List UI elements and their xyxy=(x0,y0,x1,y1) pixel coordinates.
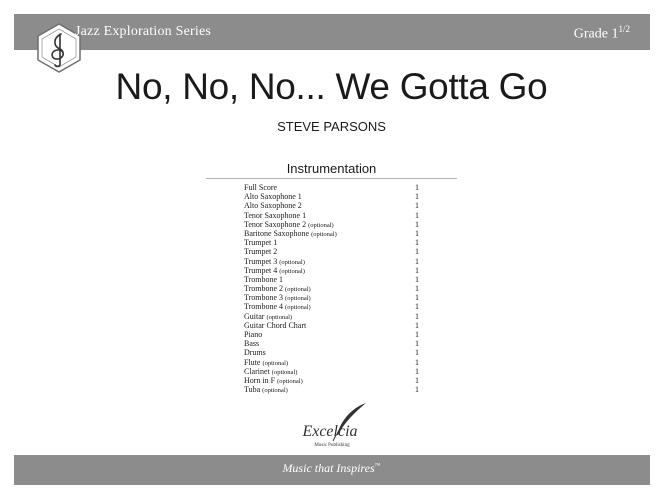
instrument-row xyxy=(244,367,419,376)
instrument-quantity: 1 xyxy=(415,265,419,275)
instrument-label: Trombone 3 xyxy=(244,293,284,303)
instrument-row xyxy=(244,330,419,339)
instrument-quantity: 1 xyxy=(415,247,419,257)
instrument-label: Drums xyxy=(244,348,266,358)
instrument-label: Full Score xyxy=(244,183,278,192)
instrument-name xyxy=(244,238,277,247)
instrument-row xyxy=(244,348,419,357)
instrument-name xyxy=(244,358,288,367)
instrument-label: Baritone Saxophone xyxy=(244,228,310,238)
instrument-label: Trombone 4 xyxy=(244,302,284,312)
instrument-name xyxy=(244,257,305,266)
instrument-label: Trombone 2 xyxy=(244,284,284,294)
instrument-quantity: 1 xyxy=(415,385,419,395)
instrument-row xyxy=(244,247,419,256)
instrument-name xyxy=(244,211,306,220)
instrument-quantity: 1 xyxy=(415,375,419,385)
instrumentation-divider xyxy=(206,178,457,179)
instrument-label: Bass xyxy=(244,339,260,349)
tagline-text: Music that Inspires xyxy=(282,461,375,475)
instrument-name xyxy=(244,275,283,284)
instrument-row xyxy=(244,385,419,394)
instrument-label: Clarinet xyxy=(244,366,270,376)
instrument-name xyxy=(244,385,288,394)
grade-label xyxy=(574,24,630,43)
instrument-row xyxy=(244,339,419,348)
instrumentation-list xyxy=(244,183,419,394)
footer-tagline xyxy=(0,461,663,476)
instrument-name xyxy=(244,367,297,376)
instrument-name xyxy=(244,339,259,348)
instrument-row xyxy=(244,220,419,229)
publisher-subtitle: Music Publishing xyxy=(314,443,350,448)
instrument-label: Trombone 1 xyxy=(244,274,284,284)
instrument-quantity: 1 xyxy=(415,192,419,202)
instrument-name xyxy=(244,348,266,357)
instrument-row xyxy=(244,358,419,367)
instrument-quantity: 1 xyxy=(415,201,419,211)
instrument-row xyxy=(244,266,419,275)
instrument-row xyxy=(244,229,419,238)
composer-name: STEVE PARSONS xyxy=(277,119,386,134)
instrument-label: Trumpet 2 xyxy=(244,247,278,257)
instrument-row xyxy=(244,192,419,201)
instrument-quantity: 1 xyxy=(415,357,419,367)
instrument-quantity: 1 xyxy=(415,339,419,349)
instrument-name xyxy=(244,220,334,229)
optional-note: (optional) xyxy=(262,387,288,395)
optional-note: (optional) xyxy=(262,359,289,367)
instrument-label: Alto Saxophone 1 xyxy=(244,192,302,202)
instrument-name xyxy=(244,312,292,321)
instrument-label: Trumpet 1 xyxy=(244,238,278,248)
instrument-quantity: 1 xyxy=(415,256,419,266)
instrument-label: Flute xyxy=(244,357,261,367)
publisher-logo xyxy=(292,401,372,449)
instrument-row xyxy=(244,312,419,321)
instrument-name xyxy=(244,266,305,275)
instrument-quantity: 1 xyxy=(415,284,419,294)
instrument-name xyxy=(244,302,311,311)
instrument-quantity: 1 xyxy=(415,274,419,284)
instrument-row xyxy=(244,376,419,385)
instrument-row xyxy=(244,211,419,220)
instrument-row xyxy=(244,293,419,302)
publisher-name: Excelcia xyxy=(302,423,358,440)
instrument-quantity: 1 xyxy=(415,320,419,330)
instrument-quantity: 1 xyxy=(415,293,419,303)
instrument-quantity: 1 xyxy=(415,348,419,358)
grade-number: Grade 1 xyxy=(573,26,619,42)
instrument-name xyxy=(244,247,277,256)
instrument-name xyxy=(244,284,311,293)
instrument-name xyxy=(244,229,337,238)
instrument-label: Trumpet 3 xyxy=(244,256,278,266)
instrument-label: Tuba xyxy=(244,385,261,395)
optional-note: (optional) xyxy=(279,267,305,275)
instrument-name xyxy=(244,376,303,385)
instrument-name xyxy=(244,183,277,192)
instrument-row xyxy=(244,321,419,330)
instrument-row xyxy=(244,257,419,266)
instrument-row xyxy=(244,275,419,284)
optional-note: (optional) xyxy=(308,221,334,229)
optional-note: (optional) xyxy=(266,313,293,321)
instrument-label: Tenor Saxophone 2 xyxy=(244,219,307,229)
instrument-label: Horn in F xyxy=(244,375,276,385)
instrument-row xyxy=(244,183,419,192)
grade-fraction: 1/2 xyxy=(618,24,630,34)
instrument-row xyxy=(244,238,419,247)
optional-note: (optional) xyxy=(285,304,311,312)
optional-note: (optional) xyxy=(311,230,337,238)
instrument-row xyxy=(244,284,419,293)
instrument-name xyxy=(244,201,302,210)
instrument-row xyxy=(244,302,419,311)
optional-note: (optional) xyxy=(277,377,303,385)
instrument-quantity: 1 xyxy=(415,330,419,339)
instrumentation-heading: Instrumentation xyxy=(286,161,377,176)
instrument-quantity: 1 xyxy=(415,228,419,238)
instrument-label: Tenor Saxophone 1 xyxy=(244,210,307,220)
instrument-row xyxy=(244,201,419,210)
instrument-label: Guitar Chord Chart xyxy=(244,320,307,330)
series-title: Jazz Exploration Series xyxy=(75,24,212,39)
instrument-name xyxy=(244,321,306,330)
instrument-quantity: 1 xyxy=(415,210,419,220)
instrument-label: Piano xyxy=(244,330,263,339)
instrument-name xyxy=(244,192,302,201)
instrument-name xyxy=(244,293,311,302)
page-title: No, No, No... We Gotta Go xyxy=(115,66,548,107)
instrument-quantity: 1 xyxy=(415,302,419,312)
instrument-quantity: 1 xyxy=(415,311,419,321)
instrument-label: Guitar xyxy=(244,311,265,321)
instrument-label: Trumpet 4 xyxy=(244,265,278,275)
instrument-quantity: 1 xyxy=(415,238,419,248)
instrument-quantity: 1 xyxy=(415,183,419,192)
optional-note: (optional) xyxy=(285,286,311,294)
instrument-quantity: 1 xyxy=(415,366,419,376)
instrument-quantity: 1 xyxy=(415,219,419,229)
instrument-label: Alto Saxophone 2 xyxy=(244,201,302,211)
optional-note: (optional) xyxy=(285,295,311,303)
optional-note: (optional) xyxy=(271,368,298,376)
instrument-name xyxy=(244,330,262,339)
trademark-symbol: ™ xyxy=(374,463,381,469)
optional-note: (optional) xyxy=(279,258,305,266)
